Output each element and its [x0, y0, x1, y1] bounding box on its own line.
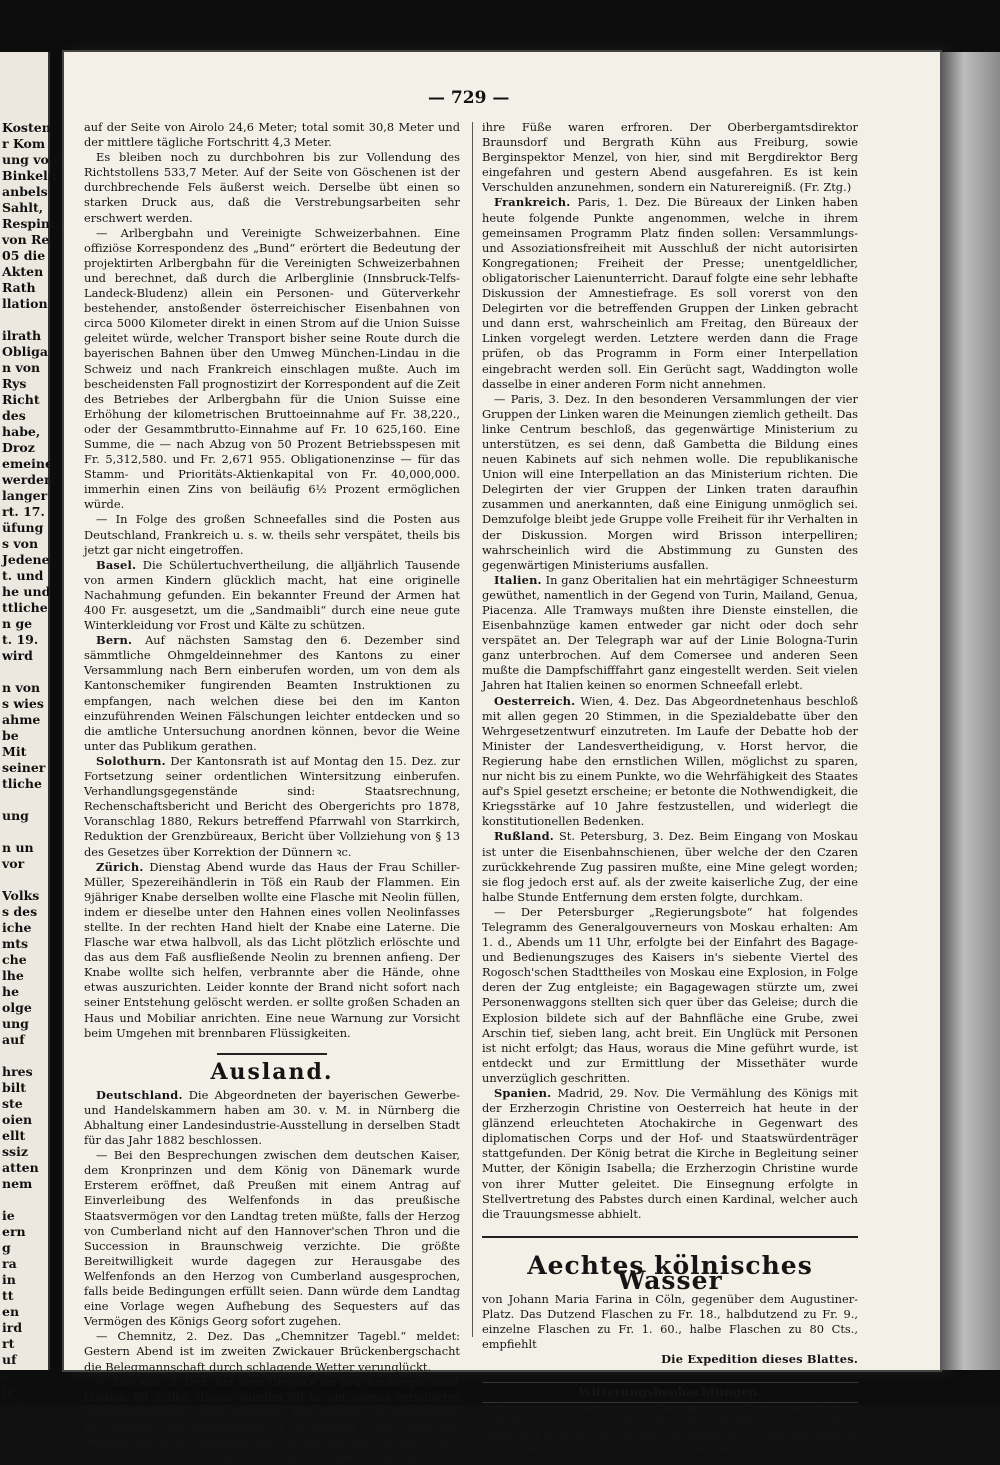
sliver-line: che — [2, 952, 27, 967]
sliver-line: anbels — [2, 184, 48, 199]
sliver-line: werden — [2, 472, 54, 487]
paragraph: — Bei den Besprechungen zwischen dem deutschen Kaiser, dem Kronprinzen und dem König von Dänemark wurde Ersterem eröffnet, daß Preußen mit einem Antrag auf Einverleibung des Welfenfonds in das preußische Staatsvermögen vor den Landtag treten müßte, falls der Herzog von Cumberland nicht auf den Hannover'schen Thron und die Succession in Braunschweig verzichte. Die größte Bereitwilligkeit wurde dagegen zur Herausgabe des Welfenfonds an den Herzog von Cumberland ausgesprochen, falls beide Bedingungen erfüllt seien. Dann würde dem Landtag eine Vorlage wegen Aufhebung des Sequesters auf das Vermögen des Königs Georg sofort zugehen. — [84, 1148, 460, 1329]
advertisement — [482, 1236, 858, 1368]
sliver-line: nem — [2, 1176, 33, 1191]
column-right — [482, 120, 858, 1455]
article-keyword: Italien. — [494, 572, 542, 587]
article-text: Die Schülertuchvertheilung, die alljährlich Tausende von armen Kindern glücklich macht, hat eine originelle Nachahmung gefunden. Ein bekannter Freund der Armen hat 400 Fr. ausgesetzt, um die „Sandmaibli“ durch eine neue gute Winterkleidung vor Frost und Kälte zu schützen. — [84, 557, 460, 633]
sliver-line: rt — [2, 1336, 15, 1351]
sliver-line: Akten — [2, 264, 44, 279]
sliver-line: 05 die — [2, 248, 46, 263]
sliver-line: hres — [2, 1064, 33, 1079]
article-keyword: Frankreich. — [494, 195, 571, 210]
sliver-line: atten — [2, 1160, 39, 1175]
article-keyword: Oesterreich. — [494, 693, 576, 708]
column-rule — [472, 122, 473, 1337]
article-basel — [84, 558, 460, 633]
sliver-line: iche — [2, 920, 32, 935]
paragraph: Es bleiben noch zu durchbohren bis zur Vollendung des Richtstollens 533,7 Meter. Auf der Seite von Göschenen ist der durchbrechende Fels äußerst weich. Derselbe übt einen so starken Druck aus, daß die Verstrebungsarbeiten sehr erschwert werden. — [84, 150, 460, 225]
sliver-line: llation — [2, 296, 48, 311]
sliver-line — [0, 664, 48, 680]
sliver-line: ung — [2, 1016, 29, 1031]
paragraph: — Arlbergbahn und Vereinigte Schweizerbahnen. Eine offiziöse Korrespondenz des „Bund“ erörtert die Bedeutung der projektirten Arlbergbahn für die Vereinigten Schweizerbahnen und berechnet, daß durch die Arlberglinie (Innsbruck-Telfs-Landeck-Bludenz) allein ein Personen- und Güterverkehr bestehender, anstoßender österreichischer Eisenbahnen von circa 5000 Kilometer direkt in einen Strom auf die Union Suisse geleitet würde, welcher Transport bisher seine Route durch die bayerischen Bahnen über den Umweg München-Lindau in die Schweiz und nach Frankreich einschlagen mußte. Auch im bescheidensten Fall prognostizirt der Korrespondent auf die Zeit des Betriebes der Arlbergbahn für die Union Suisse eine Erhöhung der kilometrischen Bruttoeinnahme auf Fr. 38,220., oder der Gesammtbrutto-Einnahme auf Fr. 10 625,160. Eine Summe, die — nach Abzug von 50 Prozent Betriebsspesen mit Fr. 5,312,580. und Fr. 2,671 955. Obligationenzinse — für das Stamm- und Prioritäts-Aktienkapital von Fr. 40,000,000. immerhin einen Zins von beiläufig 6½ Prozent ermöglichen würde. — [84, 225, 460, 512]
article-spanien — [482, 1086, 858, 1222]
article-text: In ganz Oberitalien hat ein mehrtägiger Schneesturm gewüthet, namentlich in der Gegend von Turin, Mailand, Genua, Piacenza. Alle Tramways mußten ihre Dienste einstellen, die Eisenbahnzüge kamen entweder gar nicht oder doch sehr verspätet an. Der Telegraph war auf der Linie Bologna-Turin ganz unterbrochen. Auf dem Comersee und anderen Seen mußte die Dampfschifffahrt ganz eingestellt werden. Seit vielen Jahren hat Italien keinen so enormen Schneefall erlebt. — [482, 572, 858, 693]
sliver-line: ung von — [2, 152, 58, 167]
paragraph: — Der Petersburger „Regierungsbote“ hat folgendes Telegramm des Generalgouverneurs von Moskau erhalten: Am 1. d., Abends um 11 Uhr, erfolgte bei der Einfahrt des Bagage- und Bedienungszuges des Kaisers in's siebente Viertel des Rogosch'schen Stadttheiles von Moskau eine Explosion, in Folge deren der Zug entgleiste; ein Bagagewagen stürzte um, zwei Personenwaggons stellten sich quer über das Geleise; durch die Explosion bildete sich auf der Bahnfläche eine Grube, zwei Arschin tief, sieben lang, acht breit. Ein Unglück mit Personen ist nicht erfolgt; das Haus, woraus die Mine geführt wurde, ist entdeckt und zur Ermittlung der Missethäter wurde unverzüglich geschritten. — [482, 904, 858, 1085]
sliver-line: ssiz — [2, 1144, 28, 1159]
article-keyword: Deutschland. — [96, 1087, 183, 1102]
article-deutschland — [84, 1088, 460, 1148]
sliver-line: he und — [2, 584, 51, 599]
sliver-line: Rath — [2, 280, 36, 295]
paragraph: — Zwickau, 3. Dez. Bei dem Unglück im Brückenbergschacht blieben 90 Todte, davon wurden 86 in ein eigens errichtetes Schuppengebäude aufgenommen. Der Anblick ist grauenhaft. Die Ursache der Entzündung ist unermittelt. Viele Fliehende wurden durch das nachziehende Wetter getödtet, mehrere sich Niederwerfende dadurch, daß das Wetter über sie hinzog; — [84, 1374, 460, 1465]
paragraph: — Paris, 3. Dez. In den besonderen Versammlungen der vier Gruppen der Linken waren die Meinungen ziemlich getheilt. Das linke Centrum beschloß, das gegenwärtige Ministerium zu unterstützen, es sei denn, daß Gambetta die Bildung eines neuen Kabinets auf sich nehmen wolle. Die republikanische Union will eine Interpellation an das Ministerium richten. Die Delegirten der vier Gruppen der Linken traten daraufhin zusammen und anerkannten, daß eine Einigung unmöglich sei. Demzufolge bleibt jede Gruppe volle Freiheit für ihr Verhalten in der Diskussion. Morgen wird Brisson interpelliren; wahrscheinlich wird die Abstimmung zu Gunsten des gegenwärtigen Ministeriums ausfallen. — [482, 391, 858, 572]
paragraph — [482, 120, 858, 195]
sliver-line: s wies — [2, 696, 44, 711]
sliver-line: des — [2, 408, 26, 423]
sliver-line: emeine — [2, 456, 53, 471]
sliver-line: Obliga — [2, 344, 48, 359]
sliver-line — [0, 1048, 48, 1064]
article-text: Paris, 1. Dez. Die Büreaux der Linken haben heute folgende Punkte angenommen, welche in ihrem gemeinsamen Programm Platz finden sollen: Versammlungs- und Assoziationsfreiheit mit Ausschluß der nicht autorisirten Kongregationen; Freiheit der Presse; unentgeldlicher, obligatorischer Laienunterricht. Darauf folgte eine sehr lebhafte Diskussion der Amnestiefrage. Es soll vorerst von den Delegirten vor die betreffenden Gruppen der Linken gebracht und dann erst, wahrscheinlich am Freitag, den Büreaux der Linken vorgelegt werden. Letztere werden dann die Frage prüfen, ob das Programm in Form einer Interpellation eingebracht werden soll. Ein Gerücht sagt, Waddington wolle dasselbe in einer anderen Form nicht annehmen. — [482, 195, 858, 391]
article-bern — [84, 633, 460, 754]
sliver-line: langer — [2, 488, 48, 503]
sliver-line: r Kom — [2, 136, 46, 151]
article-text: Der Kantonsrath ist auf Montag den 15. Dez. zur Fortsetzung seiner ordentlichen Wintersitzung einberufen. Verhandlungsgegenstände sind: Staatsrechnung, Rechenschaftsbericht und Bericht des Obergerichts pro 1878, Voranschlag 1880, Rekurs betreffend Pfarrwahl von Starrkirch, Reduktion der Grenzbüreaux, Bericht über Vollziehung von § 13 des Gesetzes über Korrektion der Dünnern ꝛc. — [84, 753, 460, 859]
sliver-line: Droz — [2, 440, 35, 455]
sliver-line: t. 19. — [2, 632, 39, 647]
sliver-line: wird — [2, 648, 33, 663]
sliver-line: t. und — [2, 568, 44, 583]
sliver-line: ra — [2, 1256, 17, 1271]
sliver-line: ahme — [2, 712, 41, 727]
article-keyword: Zürich. — [96, 859, 144, 874]
article-italien — [482, 573, 858, 694]
page-number: — 729 — — [428, 88, 510, 108]
sliver-line: he — [2, 984, 20, 999]
article-text: Die Abgeordneten der bayerischen Gewerbe- und Handelskammern haben am 30. v. M. in Nürnberg die Abhaltung einer Landesindustrie-Ausstellung in derselben Stadt für das Jahr 1882 beschlossen. — [84, 1087, 460, 1148]
paragraph: — Chemnitz, 2. Dez. Das „Chemnitzer Tagebl.“ meldet: Gestern Abend ist im zweiten Zwickauer Brückenbergschacht die Belegmannschaft durch schlagende Wetter verunglückt. — [84, 1329, 460, 1374]
weather-heading: Witterungsbeobachtungen. — [482, 1382, 858, 1403]
sliver-line: eilt — [2, 1400, 26, 1415]
sliver-line: in — [2, 1272, 16, 1287]
sliver-line: ern — [2, 1224, 26, 1239]
ad-signature: Die Expedition dieses Blattes. — [661, 1352, 858, 1367]
sliver-line: uf — [2, 1352, 17, 1367]
article-zuerich — [84, 860, 460, 1041]
article-russland — [482, 829, 858, 904]
section-heading: Ausland. — [210, 1058, 334, 1085]
sliver-line: ung — [2, 808, 29, 823]
ad-title: Aechtes kölnisches Wasser — [527, 1250, 813, 1295]
sliver-line: n un — [2, 840, 34, 855]
sliver-line: ir — [2, 1384, 14, 1399]
article-text: Dienstag Abend wurde das Haus der Frau Schiller-Müller, Spezereihändlerin in Töß ein Raub der Flammen. Ein 9jähriger Knabe derselben wollte eine Flasche mit Neolin füllen, indem er dieselbe unter den Hahnen eines vollen Neolinfasses stellte. In der rechten Hand hielt der Knabe eine Laterne. Die Flasche war etwa halbvoll, als das Licht plötzlich erlöschte und das aus dem Faß ausfließende Neolin zu brennen anfieng. Der Knabe wollte sich helfen, verbrannte aber die Hände, ohne etwas auszurichten. Leider konnte der Brand nicht sofort nach seiner Entstehung gelöscht werden. er sollte großen Schaden an Haus und Mobiliar anrichten. Eine neue Warnung zur Vorsicht beim Umgehen mit brennbaren Flüssigkeiten. — [84, 859, 460, 1040]
sliver-line: ttliche — [2, 600, 48, 615]
article-oesterreich — [482, 694, 858, 830]
sliver-line: be — [2, 728, 19, 743]
sliver-line: Rys — [2, 376, 27, 391]
article-text: Auf nächsten Samstag den 6. Dezember sind sämmtliche Ohmgeldeinnehmer des Kantons zu einer Versammlung nach Bern einberufen worden, um von dem als Kantonschemiker fungirenden Beamten Instruktionen zu empfangen, nach welchen diese bei den im Kanton einzuführenden Weinen Fälschungen leichter entdecken und so die amtliche Untersuchung anordnen können, bevor die Weine unter das Publikum gerathen. — [84, 633, 460, 753]
article-frankreich — [482, 195, 858, 391]
sliver-line: n von — [2, 680, 41, 695]
sliver-line: ilrath — [2, 328, 42, 343]
paragraph: auf der Seite von Airolo 24,6 Meter; total somit 30,8 Meter und der mittlere tägliche Fortschritt 4,3 Meter. — [84, 120, 460, 150]
sliver-line: e — [2, 1368, 10, 1383]
weather-report: Pariser Observatorium vom 4. Dezember. Das Centrum des Sturmes befindet sich im Südosten und zieht sich gegen Osten hin. Eine andere Depression zeigt sich in Portugal. Aussichten auf Ost- bis Nordwind. In den Ost-Ardennen und im Süden des Saonethales Schneefall. — [482, 1402, 858, 1455]
sliver-line: lhe — [2, 968, 24, 983]
sliver-line: Sahlt, — [2, 200, 44, 215]
sliver-line — [0, 1192, 48, 1208]
sliver-line: ste — [2, 1096, 23, 1111]
article-solothurn — [84, 754, 460, 860]
article-text: Madrid, 29. Nov. Die Vermählung des Königs mit der Erzherzogin Christine von Oesterreich hat heute in der glänzend erleuchteten Atochakirche in Gegenwart des diplomatischen Corps und der Hof- und Staatswürdenträger stattgefunden. Der König betrat die Kirche in Begleitung seiner Mutter, der Königin Isabella; die Erzherzogin Christine wurde von ihrer Mutter geleitet. Die Einsegnung erfolgte in Stellvertretung des Pabstes durch einen Kardinal, welcher auch die Trauungsmesse abhielt. — [482, 1086, 858, 1221]
sliver-line: auf — [2, 1032, 25, 1047]
sliver-line — [0, 792, 48, 808]
sliver-line: von Re — [2, 232, 50, 247]
sliver-line: tliche — [2, 776, 42, 791]
sliver-line: ie — [2, 1208, 15, 1223]
sliver-line: mts — [2, 936, 29, 951]
sliver-line: s von — [2, 536, 39, 551]
sliver-line: vor — [2, 856, 25, 871]
article-keyword: Rußland. — [494, 829, 554, 844]
article-keyword: Spanien. — [494, 1086, 552, 1100]
sliver-line: ellt — [2, 1128, 26, 1143]
article-text: ihre Füße waren erfroren. Der Oberbergamtsdirektor Braunsdorf und Bergrath Kühn aus Freiburg, sowie Berginspektor Menzel, von hier, sind mit Bergdirektor Berg eingefahren und gestern Abend ausgefahren. Es ist kein Verschulden anzunehmen, sondern ein Naturereigniß. — [482, 120, 858, 195]
sliver-line: rt. 17. — [2, 504, 45, 519]
sliver-line: olge — [2, 1000, 32, 1015]
adjacent-page-fragment — [0, 52, 60, 1415]
divider — [217, 1053, 327, 1055]
sliver-line: habe, — [2, 424, 41, 439]
sliver-line: Kosten — [2, 120, 51, 135]
sliver-line: s des — [2, 904, 38, 919]
sliver-line: bilt — [2, 1080, 27, 1095]
sliver-line — [0, 872, 48, 888]
sliver-line: Jedene — [2, 552, 50, 567]
sliver-line: Binkeln — [2, 168, 57, 183]
sliver-line — [0, 312, 48, 328]
sliver-line: Volks — [2, 888, 40, 903]
sliver-line: seiner — [2, 760, 46, 775]
sliver-line: Mit — [2, 744, 27, 759]
article-text: Wien, 4. Dez. Das Abgeordnetenhaus beschloß mit allen gegen 20 Stimmen, in die Spezialdebatte über den Wehrgesetzentwurf einzutreten. Im Laufe der Debatte hob der Minister der Landesvertheidigung, v. Horst hervor, die Regierung habe den ernstlichen Willen, möglichst zu sparen, nur nicht bis zu einem Punkte, wo die Wehrfähigkeit des Staates auf's Spiel gesetzt erscheine; er betonte die Nothwendigkeit, die Kriegsstärke auf 10 Jahre festzustellen, und widerlegt die konstitutionellen Bedenken. — [482, 693, 858, 829]
source-citation: (Fr. Ztg.) — [799, 180, 852, 195]
article-text: St. Petersburg, 3. Dez. Beim Eingang von Moskau ist unter die Eisenbahnschienen, über welche der den Czaren zurückkehrende Zug passiren mußte, eine Mine gelegt worden; sie flog jedoch erst auf. als der zweite kaiserliche Zug, der eine halbe Stunde Entfernung dem ersten folgte, durchkam. — [482, 829, 858, 904]
sliver-line: Richt — [2, 392, 40, 407]
column-left — [84, 120, 460, 1465]
sliver-line: oien — [2, 1112, 33, 1127]
sliver-line: ird — [2, 1320, 23, 1335]
article-keyword: Basel. — [96, 557, 137, 572]
article-keyword: Solothurn. — [96, 753, 166, 768]
sliver-line: g — [2, 1240, 11, 1255]
paragraph: — In Folge des großen Schneefalles sind die Posten aus Deutschland, Frankreich u. s. w. theils sehr verspätet, theils bis jetzt gar nicht eingetroffen. — [84, 512, 460, 557]
ad-text: von Johann Maria Farina in Cöln, gegenüber dem Augustiner-Platz. Das Dutzend Flaschen zu Fr. 18., halbdutzend zu Fr. 9., einzelne Flaschen zu Fr. 1. 60., halbe Flaschen zu 80 Cts., empfiehlt — [482, 1292, 858, 1352]
sliver-line: en — [2, 1304, 20, 1319]
sliver-line: n ge — [2, 616, 33, 631]
sliver-line: üfung — [2, 520, 44, 535]
article-keyword: Bern. — [96, 633, 133, 648]
sliver-line — [0, 824, 48, 840]
sliver-line: n von — [2, 360, 41, 375]
page-edge-shadow — [940, 52, 1000, 1370]
sliver-line: Respini. — [2, 216, 60, 231]
sliver-line: tt — [2, 1288, 14, 1303]
